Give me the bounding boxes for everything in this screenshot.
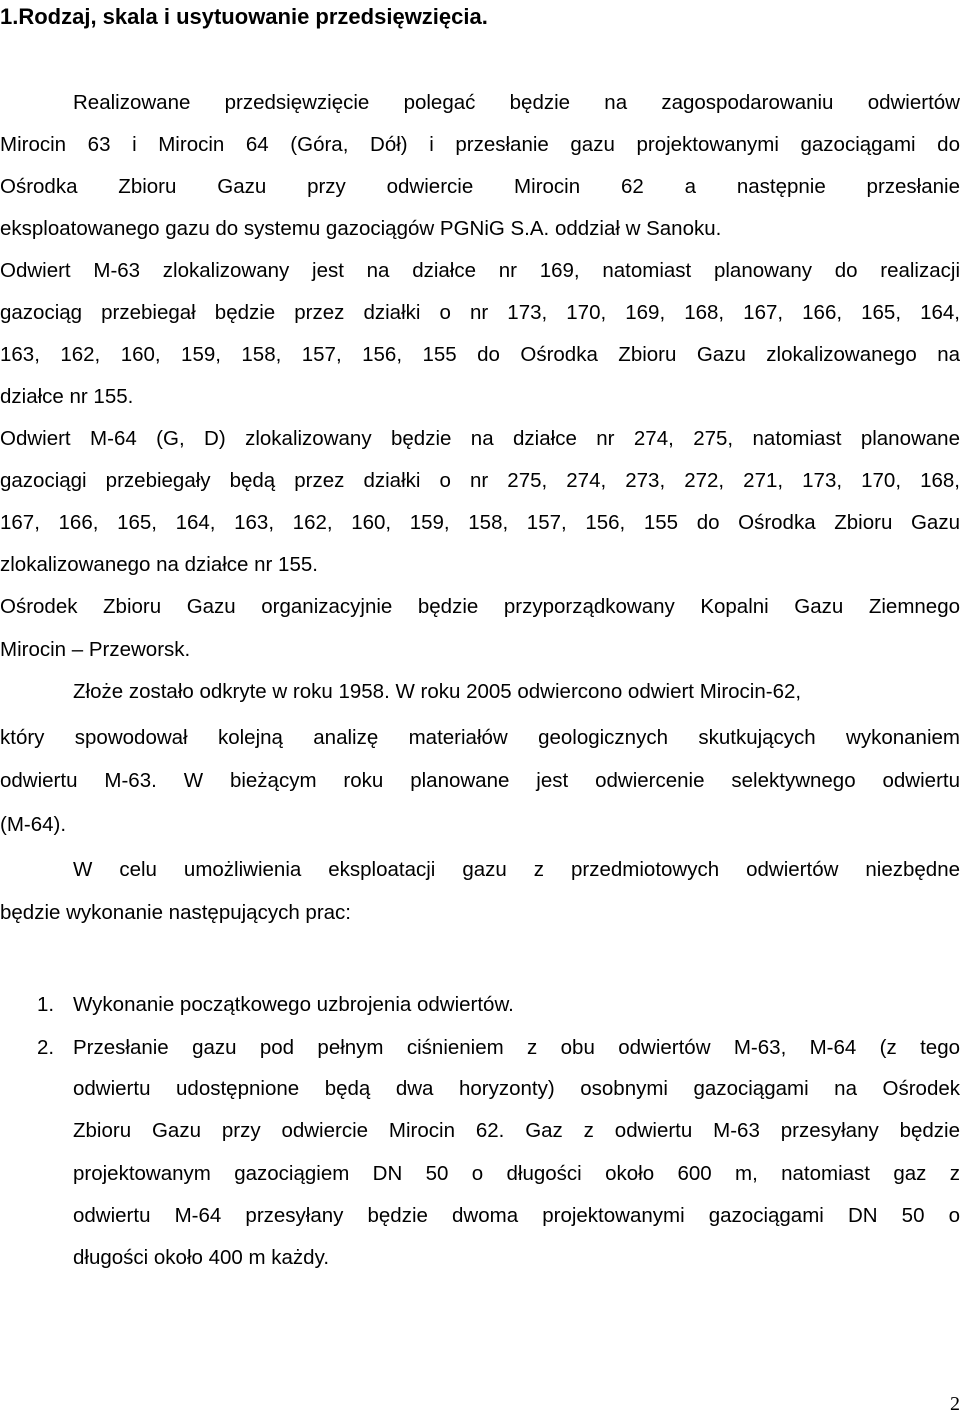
paragraph-line: odwiertu M-63. W bieżącym roku planowane jest odwiercenie selektywnego odwiertu [0, 769, 960, 792]
page-number: 2 [950, 1393, 960, 1415]
paragraph-line: będzie wykonanie następujących prac: [0, 901, 351, 924]
paragraph-line: Odwiert M-63 zlokalizowany jest na działce nr 169, natomiast planowany do realizacji [0, 259, 960, 282]
paragraph-line: który spowodował kolejną analizę materiałów geologicznych skutkujących wykonaniem [0, 726, 960, 749]
list-item-line: Przesłanie gazu pod pełnym ciśnieniem z obu odwiertów M-63, M-64 (z tego [73, 1036, 960, 1059]
paragraph-line: gazociąg przebiegał będzie przez działki o nr 173, 170, 169, 168, 167, 166, 165, 164, [0, 301, 960, 324]
paragraph-line: Ośrodka Zbioru Gazu przy odwiercie Mirocin 62 a następnie przesłanie [0, 175, 960, 198]
paragraph-line: (M-64). [0, 813, 67, 836]
paragraph-line: 167, 166, 165, 164, 163, 162, 160, 159, 158, 157, 156, 155 do Ośrodka Zbioru Gazu [0, 511, 960, 534]
paragraph-line: 163, 162, 160, 159, 158, 157, 156, 155 do Ośrodka Zbioru Gazu zlokalizowanego na [0, 343, 960, 366]
paragraph-line: Realizowane przedsięwzięcie polegać będzie na zagospodarowaniu odwiertów [73, 91, 960, 114]
paragraph-line: Ośrodek Zbioru Gazu organizacyjnie będzie przyporządkowany Kopalni Gazu Ziemnego [0, 595, 960, 618]
list-item-line: Zbioru Gazu przy odwiercie Mirocin 62. Gaz z odwiertu M-63 przesyłany będzie [73, 1119, 960, 1142]
section-heading: 1.Rodzaj, skala i usytuowanie przedsięwzięcia. [0, 4, 488, 29]
list-item-line: Wykonanie początkowego uzbrojenia odwiertów. [73, 993, 514, 1016]
paragraph-line: W celu umożliwienia eksploatacji gazu z przedmiotowych odwiertów niezbędne [73, 858, 960, 881]
paragraph-line: działce nr 155. [0, 385, 134, 408]
paragraph-line: Mirocin 63 i Mirocin 64 (Góra, Dół) i przesłanie gazu projektowanymi gazociągami do [0, 133, 960, 156]
list-item-line: projektowanym gazociągiem DN 50 o długości około 600 m, natomiast gaz z [73, 1162, 960, 1185]
list-item-number: 1. [37, 993, 55, 1016]
list-item-number: 2. [37, 1036, 55, 1059]
paragraph-line: Złoże zostało odkryte w roku 1958. W roku 2005 odwiercono odwiert Mirocin-62, [73, 680, 802, 703]
paragraph-line: zlokalizowanego na działce nr 155. [0, 553, 318, 576]
paragraph-line: eksploatowanego gazu do systemu gazociągów PGNiG S.A. oddział w Sanoku. [0, 217, 722, 240]
list-item-line: odwiertu M-64 przesyłany będzie dwoma projektowanymi gazociągami DN 50 o [73, 1204, 960, 1227]
paragraph-line: gazociągi przebiegały będą przez działki o nr 275, 274, 273, 272, 271, 173, 170, 168, [0, 469, 960, 492]
paragraph-line: Mirocin – Przeworsk. [0, 638, 191, 661]
paragraph-line: Odwiert M-64 (G, D) zlokalizowany będzie na działce nr 274, 275, natomiast planowane [0, 427, 960, 450]
list-item-line: długości około 400 m każdy. [73, 1246, 330, 1269]
list-item-line: odwiertu udostępnione będą dwa horyzonty) osobnymi gazociągami na Ośrodek [73, 1077, 960, 1100]
